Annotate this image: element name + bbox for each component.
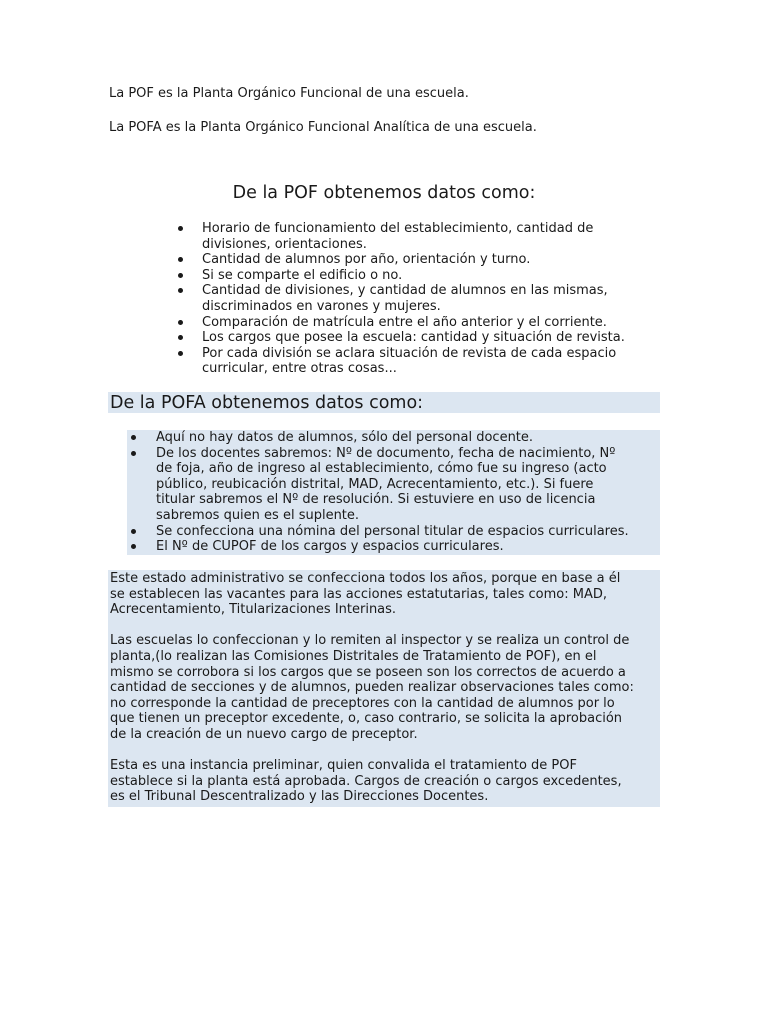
body-paragraph xyxy=(110,758,660,805)
intro-pof-definition: La POF es la Planta Orgánico Funcional de una escuela. xyxy=(109,86,469,101)
text-line: discriminados en varones y mujeres. xyxy=(202,298,441,314)
text-line: es el Tribunal Descentralizado y las Direcciones Docentes. xyxy=(110,789,489,805)
text-line: titular sabremos el Nº de resolución. Si estuviere en uso de licencia xyxy=(156,492,596,508)
list-item xyxy=(178,315,648,331)
text-line: de foja, año de ingreso al establecimiento, cómo fue su ingreso (acto xyxy=(156,461,607,477)
paragraphs-highlight-box xyxy=(108,570,660,807)
text-line: se establecen las vacantes para las acciones estatutarias, tales como: MAD, xyxy=(110,586,607,602)
text-line: Comparación de matrícula entre el año anterior y el corriente. xyxy=(202,314,607,330)
pofa-section-heading: De la POFA obtenemos datos como: xyxy=(108,392,660,413)
list-item xyxy=(178,283,648,314)
text-line: sabremos quien es el suplente. xyxy=(156,507,360,523)
text-line: público, reubicación distrital, MAD, Acrecentamiento, etc.). Si fuere xyxy=(156,476,594,492)
list-item xyxy=(178,346,648,377)
bullet-icon xyxy=(131,529,136,534)
bullet-icon xyxy=(178,226,183,231)
text-line: divisiones, orientaciones. xyxy=(202,236,367,252)
bullet-icon xyxy=(131,544,136,549)
list-item xyxy=(178,330,648,346)
list-item xyxy=(178,268,648,284)
list-item xyxy=(127,430,660,446)
text-line: mismo se corrobora si los cargos que se poseen son los correctos de acuerdo a xyxy=(110,664,626,680)
text-line: que tienen un preceptor excedente, o, caso contrario, se solicita la aprobación xyxy=(110,711,623,727)
list-item xyxy=(127,524,660,540)
text-line: Esta es una instancia preliminar, quien convalida el tratamiento de POF xyxy=(110,758,577,774)
text-line: Las escuelas lo confeccionan y lo remiten al inspector y se realiza un control de xyxy=(110,633,630,649)
text-line: Si se comparte el edificio o no. xyxy=(202,267,403,283)
list-item xyxy=(178,252,648,268)
body-paragraph xyxy=(110,571,660,618)
text-line: no corresponde la cantidad de preceptores con la cantidad de alumnos por lo xyxy=(110,695,615,711)
text-line: Horario de funcionamiento del establecimiento, cantidad de xyxy=(202,221,594,236)
bullet-icon xyxy=(178,351,183,356)
bullet-icon xyxy=(178,257,183,262)
text-line: Cantidad de divisiones, y cantidad de alumnos en las mismas, xyxy=(202,283,608,299)
bullet-icon xyxy=(131,451,136,456)
text-line: Acrecentamiento, Titularizaciones Interinas. xyxy=(110,602,397,618)
intro-pofa-definition: La POFA es la Planta Orgánico Funcional Analítica de una escuela. xyxy=(109,120,537,135)
text-line: Este estado administrativo se confecciona todos los años, porque en base a él xyxy=(110,571,621,586)
text-line: Los cargos que posee la escuela: cantidad y situación de revista. xyxy=(202,330,625,346)
pof-section-heading: De la POF obtenemos datos como: xyxy=(232,183,536,203)
pof-bullet-list xyxy=(178,221,648,377)
text-line: Se confecciona una nómina del personal titular de espacios curriculares. xyxy=(156,523,629,539)
list-item xyxy=(127,446,660,524)
bullet-icon xyxy=(178,288,183,293)
body-paragraph xyxy=(110,633,660,742)
bullet-icon xyxy=(178,335,183,340)
bullet-icon xyxy=(178,273,183,278)
text-line: planta,(lo realizan las Comisiones Distritales de Tratamiento de POF), en el xyxy=(110,648,597,664)
text-line: Aquí no hay datos de alumnos, sólo del personal docente. xyxy=(156,430,534,445)
pofa-highlight-box xyxy=(127,430,660,555)
text-line: Por cada división se aclara situación de revista de cada espacio xyxy=(202,345,617,361)
list-item xyxy=(178,221,648,252)
text-line: establece si la planta está aprobada. Cargos de creación o cargos excedentes, xyxy=(110,773,622,789)
list-item xyxy=(127,539,660,555)
pofa-bullet-list xyxy=(127,430,660,555)
text-line: cantidad de secciones y de alumnos, pueden realizar observaciones tales como: xyxy=(110,680,634,696)
bullet-icon xyxy=(178,320,183,325)
text-line: De los docentes sabremos: Nº de documento, fecha de nacimiento, Nº xyxy=(156,445,616,461)
text-line: El Nº de CUPOF de los cargos y espacios curriculares. xyxy=(156,539,504,555)
text-line: curricular, entre otras cosas... xyxy=(202,361,397,377)
text-line: Cantidad de alumnos por año, orientación y turno. xyxy=(202,252,531,268)
text-line: de la creación de un nuevo cargo de preceptor. xyxy=(110,726,418,742)
bullet-icon xyxy=(131,435,136,440)
